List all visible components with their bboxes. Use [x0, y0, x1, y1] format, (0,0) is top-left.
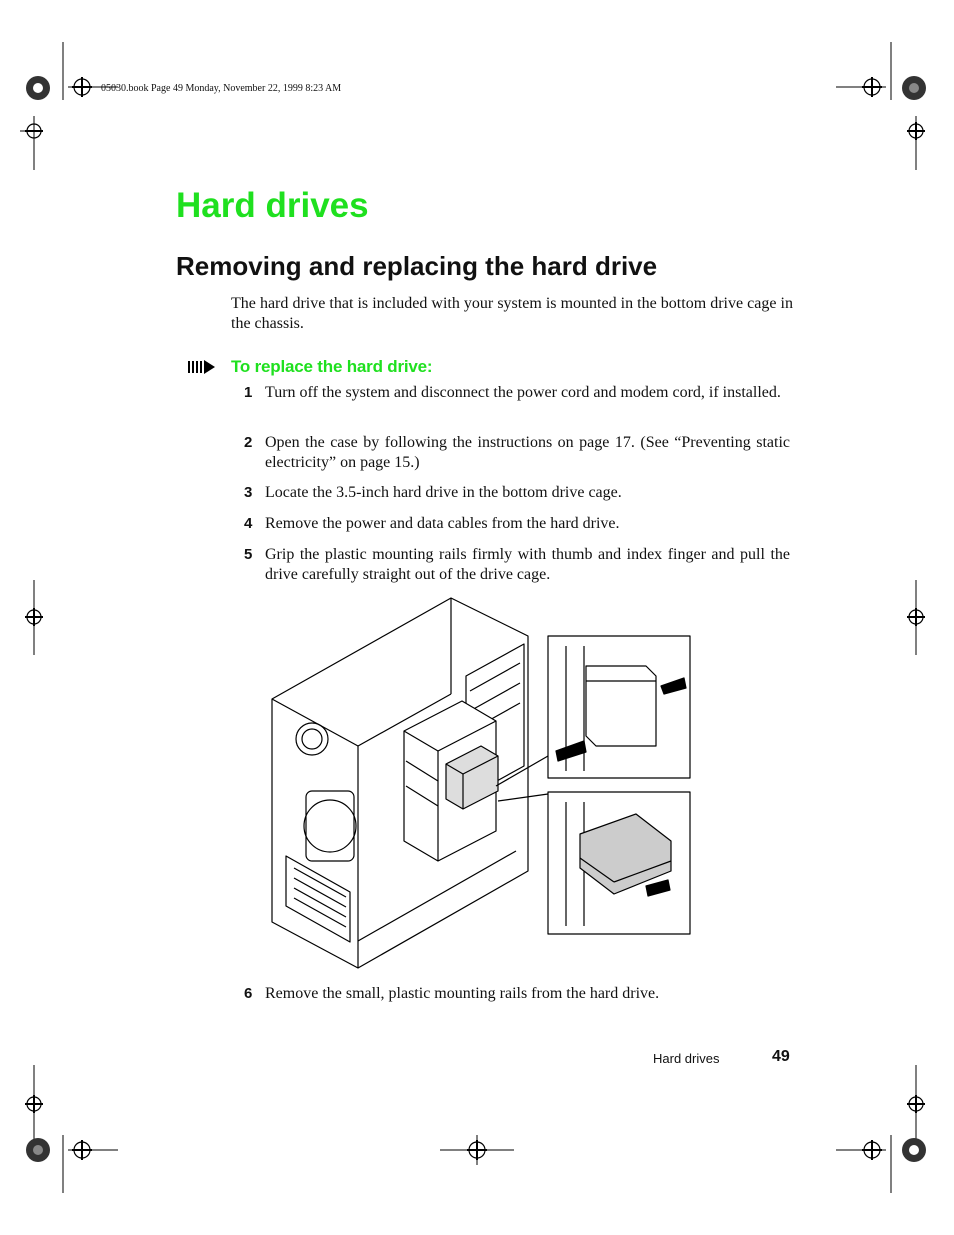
- chapter-title: Hard drives: [176, 186, 369, 225]
- footer-chapter-label: Hard drives: [653, 1051, 720, 1066]
- step-number: 4: [244, 515, 253, 532]
- page-number: 49: [772, 1048, 790, 1065]
- step-item: [244, 383, 792, 423]
- intro-paragraph: The hard drive that is included with your system is mounted in the bottom drive cage in the chassis.: [231, 295, 793, 332]
- step-text: Remove the power and data cables from the hard drive.: [265, 515, 620, 532]
- step-text: Turn off the system and disconnect the power cord and modem cord, if installed.: [265, 384, 781, 401]
- step-number: 5: [244, 546, 253, 563]
- step-number: 3: [244, 484, 253, 501]
- step-number: 2: [244, 434, 253, 451]
- step-item: [244, 433, 792, 473]
- section-title: Removing and replacing the hard drive: [176, 251, 658, 281]
- step-item: [244, 514, 792, 534]
- step-text: Remove the small, plastic mounting rails from the hard drive.: [265, 985, 660, 1002]
- procedure-arrow-icon: [188, 360, 216, 374]
- chassis-hard-drive-illustration: [266, 596, 696, 974]
- print-header: 05030.book Page 49 Monday, November 22, 1999 8:23 AM: [101, 83, 342, 94]
- step-text: Locate the 3.5-inch hard drive in the bottom drive cage.: [265, 484, 622, 501]
- step-item: [244, 545, 792, 585]
- step-text: Open the case by following the instructions on page 17. (See “Preventing static electricity” on page 15.): [265, 434, 790, 471]
- step-number: 6: [244, 985, 253, 1002]
- step-item: [244, 483, 792, 503]
- procedure-heading: To replace the hard drive:: [231, 357, 433, 376]
- step-number: 1: [244, 384, 253, 401]
- step-text: Grip the plastic mounting rails firmly with thumb and index finger and pull the drive carefully straight out of the drive cage.: [265, 546, 790, 583]
- step-item: [244, 984, 792, 1004]
